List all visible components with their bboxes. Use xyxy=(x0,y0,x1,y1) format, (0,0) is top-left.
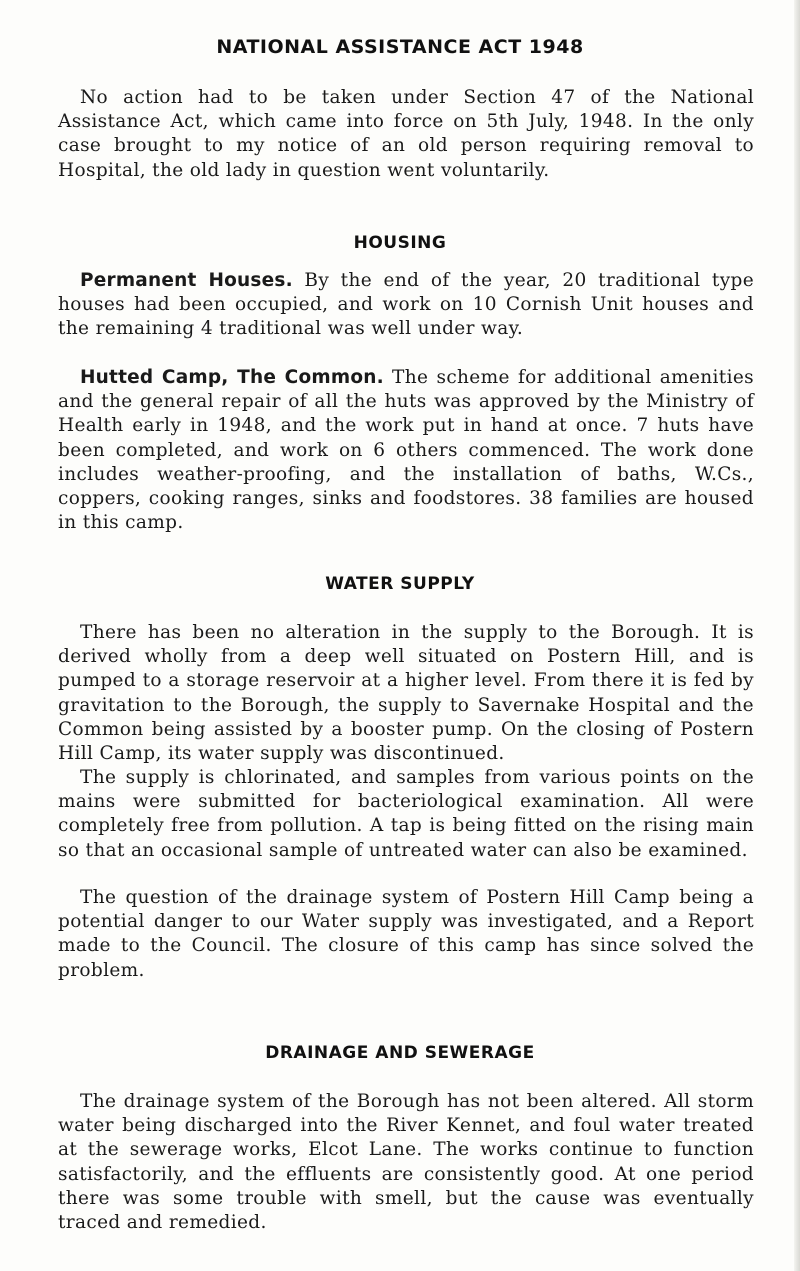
intro-paragraph: No action had to be taken under Section 47 of the National Assistance Act, which came into force on 5th July, 1948. In the only case brought to my notice of an old person requiring removal to Hospital, the old lady in question went voluntarily. xyxy=(58,87,754,181)
water-paragraph-2: The supply is chlorinated, and samples from various points on the mains were submitted for bacteriological examination. All were completely free from pollution. A tap is being fitted on the rising main so that an occasional sample of untreated water can also be examined. xyxy=(58,767,754,861)
drainage-paragraph: The drainage system of the Borough has not been altered. All storm water being discharged into the River Kennet, and foul water treated at the sewerage works, Elcot Lane. The works continue to function satisfactorily, and the effluents are consistently good. At one period there was some trouble with smell, but the cause was eventually traced and remedied. xyxy=(58,1091,754,1234)
permanent-houses-paragraph xyxy=(58,269,754,342)
intro-paragraph-block xyxy=(58,86,754,183)
water-paragraph-3: The question of the drainage system of Postern Hill Camp being a potential danger to our Water supply was investigated, and a Report made to the Council. The closure of this camp has since solved the problem. xyxy=(58,887,754,981)
page-edge-shadow xyxy=(794,0,800,1271)
permanent-houses-lead: Permanent Houses. xyxy=(80,270,293,291)
water-paragraph-1: There has been no alteration in the supply to the Borough. It is derived wholly from a deep well situated on Postern Hill, and is pumped to a storage reservoir at a higher level. From there it is fed by gravitation to the Borough, the supply to Savernake Hospital and the Common being assisted by a booster pump. On the closing of Postern Hill Camp, its water supply was discontinued. xyxy=(58,622,754,765)
permanent-houses-block xyxy=(58,269,754,342)
drainage-paragraph-block xyxy=(58,1090,754,1235)
hutted-camp-paragraph xyxy=(58,366,754,535)
page-title: NATIONAL ASSISTANCE ACT 1948 xyxy=(216,36,584,58)
housing-heading: HOUSING xyxy=(353,233,447,253)
water-supply-heading: WATER SUPPLY xyxy=(325,574,475,594)
drainage-heading: DRAINAGE AND SEWERAGE xyxy=(265,1043,535,1063)
water-paragraph-3-block xyxy=(58,886,754,983)
hutted-camp-lead: Hutted Camp, The Common. xyxy=(80,367,384,388)
water-paragraph-1-block xyxy=(58,621,754,766)
water-paragraph-2-block xyxy=(58,766,754,863)
permanent-houses-text: By the end of the year, 20 traditional type houses had been occupied, and work on 10 Cornish Unit houses and the remaining 4 traditional was well under way. xyxy=(58,270,754,340)
hutted-camp-block xyxy=(58,366,754,535)
hutted-camp-text: The scheme for additional amenities and the general repair of all the huts was approved by the Ministry of Health early in 1948, and the work put in hand at once. 7 huts have been completed, and work on 6 others commenced. The work done includes weather-proofing, and the installation of baths, W.Cs., coppers, cooking ranges, sinks and foodstores. 38 families are housed in this camp. xyxy=(58,367,755,534)
